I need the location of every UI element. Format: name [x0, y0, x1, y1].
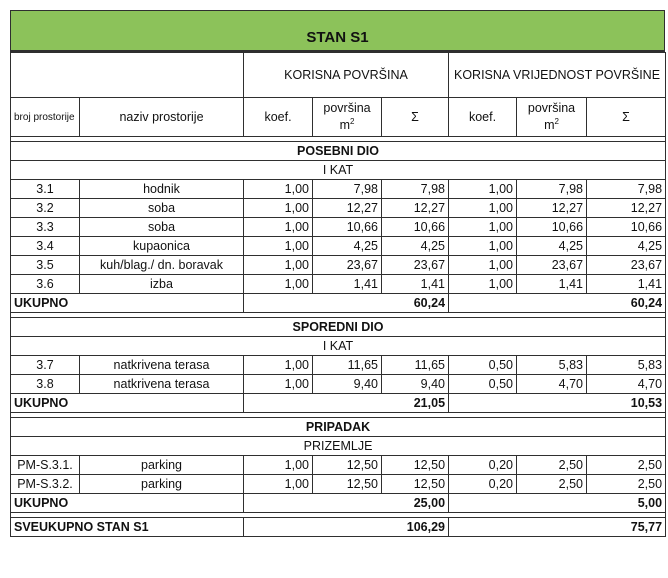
koef-right: 1,00: [449, 256, 517, 275]
room-number: 3.5: [11, 256, 80, 275]
koef-right: 1,00: [449, 180, 517, 199]
povrsina-left: 11,65: [313, 356, 382, 375]
sum-right: 23,67: [587, 256, 666, 275]
room-name: natkrivena terasa: [80, 375, 244, 394]
section-subtitle: I KAT: [11, 337, 666, 356]
section-title-row: [11, 418, 666, 437]
koef-left: 1,00: [244, 456, 313, 475]
table-row: [11, 218, 666, 237]
header-povrsina-right-l1: površina: [527, 101, 576, 116]
section-subtitle-row: [11, 161, 666, 180]
koef-left: 1,00: [244, 475, 313, 494]
povrsina-right: 4,70: [517, 375, 587, 394]
room-number: 3.2: [11, 199, 80, 218]
room-number: 3.7: [11, 356, 80, 375]
room-name: kuh/blag./ dn. boravak: [80, 256, 244, 275]
povrsina-left: 7,98: [313, 180, 382, 199]
sum-right: 5,83: [587, 356, 666, 375]
povrsina-left: 23,67: [313, 256, 382, 275]
header-sigma-left: Σ: [382, 98, 449, 137]
section-subtitle-row: [11, 337, 666, 356]
povrsina-right: 4,25: [517, 237, 587, 256]
header-povrsina-right-l2: m: [544, 118, 555, 133]
room-number: PM-S.3.2.: [11, 475, 80, 494]
table-row: [11, 237, 666, 256]
koef-right: 0,20: [449, 475, 517, 494]
header-column-row: [11, 98, 666, 137]
total-right: 5,00: [449, 494, 666, 513]
koef-right: 0,50: [449, 356, 517, 375]
koef-left: 1,00: [244, 375, 313, 394]
koef-right: 0,50: [449, 375, 517, 394]
total-right: 60,24: [449, 294, 666, 313]
grand-total-row: [11, 518, 666, 537]
table-title: STAN S1: [10, 10, 665, 52]
sum-right: 2,50: [587, 456, 666, 475]
total-row: [11, 394, 666, 413]
sum-right: 7,98: [587, 180, 666, 199]
table-row: [11, 356, 666, 375]
room-number: 3.4: [11, 237, 80, 256]
total-row: [11, 494, 666, 513]
section-title: PRIPADAK: [11, 418, 666, 437]
section-title-row: [11, 318, 666, 337]
header-group-vrijednost: KORISNA VRIJEDNOST POVRŠINE: [449, 53, 666, 98]
table-row: [11, 456, 666, 475]
header-koef-right: koef.: [449, 98, 517, 137]
povrsina-left: 12,50: [313, 475, 382, 494]
povrsina-right: 2,50: [517, 456, 587, 475]
header-broj: broj prostorije: [11, 98, 80, 137]
povrsina-right: 23,67: [517, 256, 587, 275]
sum-left: 12,50: [382, 475, 449, 494]
sum-left: 12,27: [382, 199, 449, 218]
povrsina-left: 12,27: [313, 199, 382, 218]
room-name: izba: [80, 275, 244, 294]
table-row: [11, 375, 666, 394]
header-koef-left: koef.: [244, 98, 313, 137]
room-number: 3.3: [11, 218, 80, 237]
koef-right: 1,00: [449, 218, 517, 237]
koef-left: 1,00: [244, 199, 313, 218]
room-number: 3.6: [11, 275, 80, 294]
povrsina-right: 12,27: [517, 199, 587, 218]
povrsina-right: 1,41: [517, 275, 587, 294]
grand-total-right: 75,77: [449, 518, 666, 537]
koef-right: 1,00: [449, 237, 517, 256]
header-group-korisna: KORISNA POVRŠINA: [244, 53, 449, 98]
total-left: 60,24: [244, 294, 449, 313]
table-row: [11, 199, 666, 218]
section-subtitle: PRIZEMLJE: [11, 437, 666, 456]
sum-right: 10,66: [587, 218, 666, 237]
section-title: POSEBNI DIO: [11, 142, 666, 161]
room-number: PM-S.3.1.: [11, 456, 80, 475]
room-name: kupaonica: [80, 237, 244, 256]
table-row: [11, 180, 666, 199]
koef-left: 1,00: [244, 256, 313, 275]
sum-left: 4,25: [382, 237, 449, 256]
room-number: 3.8: [11, 375, 80, 394]
area-table: [10, 52, 666, 537]
koef-left: 1,00: [244, 275, 313, 294]
table-row: [11, 275, 666, 294]
koef-right: 1,00: [449, 275, 517, 294]
area-table-sheet: [10, 10, 665, 537]
room-name: soba: [80, 218, 244, 237]
header-povrsina-right-sup: 2: [554, 117, 559, 127]
room-name: soba: [80, 199, 244, 218]
koef-left: 1,00: [244, 356, 313, 375]
grand-total-label: SVEUKUPNO STAN S1: [11, 518, 244, 537]
sum-left: 1,41: [382, 275, 449, 294]
header-sigma-right: Σ: [587, 98, 666, 137]
povrsina-right: 5,83: [517, 356, 587, 375]
sum-right: 1,41: [587, 275, 666, 294]
header-naziv: naziv prostorije: [80, 98, 244, 137]
sum-left: 10,66: [382, 218, 449, 237]
sum-right: 4,25: [587, 237, 666, 256]
total-row: [11, 294, 666, 313]
section-subtitle-row: [11, 437, 666, 456]
total-right: 10,53: [449, 394, 666, 413]
sum-left: 11,65: [382, 356, 449, 375]
total-label: UKUPNO: [11, 294, 244, 313]
sum-left: 9,40: [382, 375, 449, 394]
room-number: 3.1: [11, 180, 80, 199]
room-name: natkrivena terasa: [80, 356, 244, 375]
koef-left: 1,00: [244, 218, 313, 237]
koef-left: 1,00: [244, 237, 313, 256]
table-body: [11, 53, 666, 537]
povrsina-left: 4,25: [313, 237, 382, 256]
povrsina-left: 10,66: [313, 218, 382, 237]
room-name: parking: [80, 475, 244, 494]
room-name: parking: [80, 456, 244, 475]
total-label: UKUPNO: [11, 394, 244, 413]
total-left: 25,00: [244, 494, 449, 513]
total-label: UKUPNO: [11, 494, 244, 513]
povrsina-left: 1,41: [313, 275, 382, 294]
povrsina-right: 7,98: [517, 180, 587, 199]
header-group-row: [11, 53, 666, 98]
koef-right: 1,00: [449, 199, 517, 218]
header-povrsina-left-sup: 2: [349, 117, 355, 127]
koef-right: 0,20: [449, 456, 517, 475]
povrsina-left: 12,50: [313, 456, 382, 475]
table-row: [11, 256, 666, 275]
room-name: hodnik: [80, 180, 244, 199]
section-subtitle: I KAT: [11, 161, 666, 180]
povrsina-right: 10,66: [517, 218, 587, 237]
sum-left: 23,67: [382, 256, 449, 275]
sum-right: 4,70: [587, 375, 666, 394]
sum-right: 12,27: [587, 199, 666, 218]
grand-total-left: 106,29: [244, 518, 449, 537]
header-povrsina-left-l1: površina: [323, 101, 371, 116]
sum-left: 7,98: [382, 180, 449, 199]
header-blank-cell: [11, 53, 244, 98]
total-left: 21,05: [244, 394, 449, 413]
sum-left: 12,50: [382, 456, 449, 475]
section-title-row: [11, 142, 666, 161]
table-row: [11, 475, 666, 494]
section-title: SPOREDNI DIO: [11, 318, 666, 337]
header-povrsina-left: [313, 98, 382, 137]
povrsina-left: 9,40: [313, 375, 382, 394]
povrsina-right: 2,50: [517, 475, 587, 494]
header-povrsina-right: [517, 98, 587, 137]
koef-left: 1,00: [244, 180, 313, 199]
header-povrsina-left-l2: m: [339, 118, 350, 133]
sum-right: 2,50: [587, 475, 666, 494]
